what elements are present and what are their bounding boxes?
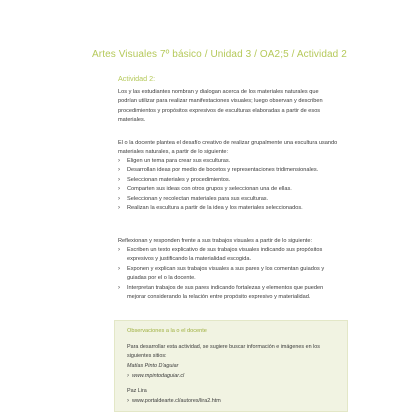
note-name-2: Paz Lira [127, 388, 147, 394]
note-title: Observaciones a la o el docente [127, 328, 207, 334]
list-item: › Eligen un tema para crear sus esculturas. [118, 157, 338, 166]
teacher-note [114, 320, 348, 412]
breadcrumb: Artes Visuales 7º básico / Unidad 3 / OA2;5 / Actividad 2 [92, 49, 347, 60]
paragraph-reflection: Reflexionan y responden frente a sus trabajos visuales a partir de lo siguiente: [118, 238, 313, 244]
list-item: › Seleccionan materiales y procedimientos. [118, 176, 338, 185]
list-item: › Seleccionan y recolectan materiales para sus esculturas. [118, 195, 338, 204]
list-item: › Desarrollan ideas por medio de bocetos y representaciones tridimensionales. [118, 166, 338, 175]
note-name-1: Matías Pinto D'aguiar [127, 363, 179, 369]
note-intro: Para desarrollar esta actividad, se sugiere buscar información e imágenes en los siguientes sitios: [127, 344, 320, 359]
list-item: › Escriben un texto explicativo de sus trabajos visuales indicando sus propósitos expresivos y justificando la materialidad escogida. [118, 247, 323, 263]
paragraph-intro: Los y las estudiantes nombran y dialogan acerca de los materiales naturales que podrían utilizar para realizar manifestaciones visuales; luego observan y describen procedimientos y propósitos expresivos de esculturas elaboradas a partir de esos materiales. [118, 89, 323, 124]
arrow-icon: › [118, 176, 120, 183]
arrow-icon: › [118, 247, 120, 253]
arrow-icon: › [118, 265, 120, 272]
note-link-2[interactable]: › www.portaldearte.cl/autores/lira2.htm [127, 398, 221, 404]
list-item: › Realizan la escultura a partir de la idea y los materiales seleccionados. [118, 204, 338, 213]
arrow-icon: › [118, 158, 120, 164]
paragraph-challenge: El o la docente plantea el desafío creativo de realizar grupalmente una escultura usando materiales naturales, a partir de lo siguiente: [118, 140, 338, 156]
arrow-icon: › [118, 186, 120, 193]
note-link-1[interactable]: › www.mpintodaguiar.cl [127, 373, 185, 379]
arrow-icon: › [118, 195, 120, 202]
arrow-icon: › [127, 398, 129, 404]
list-item: › Interpretan trabajos de sus pares indicando fortalezas y elementos que pueden mejorar considerando la relación entre propósito expresivo y materialidad. [118, 284, 324, 301]
arrow-icon: › [118, 284, 120, 291]
activity-title: Actividad 2: [118, 74, 156, 83]
list-item: › Comparten sus ideas con otros grupos y seleccionan una de ellas. [118, 185, 338, 194]
arrow-icon: › [127, 373, 129, 379]
arrow-icon: › [118, 205, 120, 212]
arrow-icon: › [118, 167, 120, 174]
steps-list [118, 157, 338, 213]
list-item: › Exponen y explican sus trabajos visuales a sus pares y los comentan guiados y guiadas por el o la docente. [118, 265, 325, 282]
reflection-list [118, 246, 338, 302]
